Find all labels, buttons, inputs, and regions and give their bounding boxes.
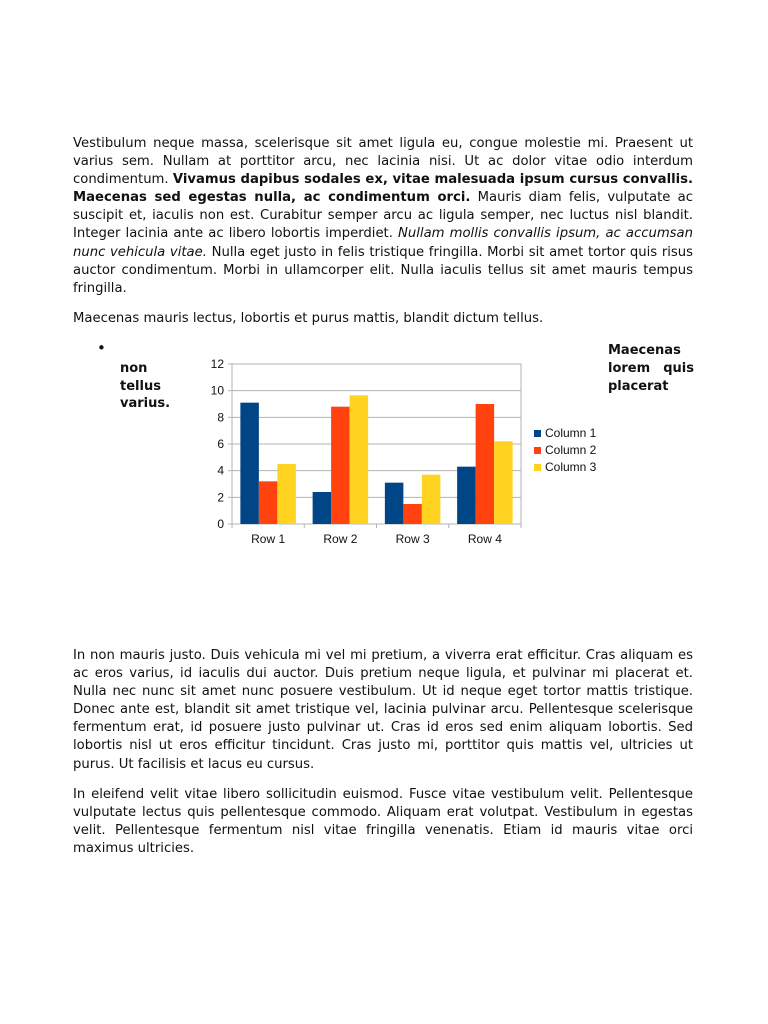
x-tick-label: Row 2 xyxy=(323,532,358,546)
legend-label: Column 3 xyxy=(545,460,597,474)
y-tick-label: 8 xyxy=(217,410,224,425)
legend-label: Column 2 xyxy=(545,443,597,457)
y-tick-label: 6 xyxy=(217,437,224,451)
p1-text-1: Vestibulum neque massa, scelerisque sit amet ligula eu, congue molestie mi. Praesent ut varius sem. Nullam at porttitor arcu, nec lacinia nisi. Ut ac dolor vitae odio interdum condimentum. xyxy=(73,136,693,188)
legend-swatch xyxy=(534,430,541,437)
bar-2-2 xyxy=(331,407,350,524)
right-caption: Maecenas lorem quis placerat xyxy=(608,343,694,394)
bar-1-4 xyxy=(457,467,476,524)
x-tick-label: Row 1 xyxy=(251,532,286,546)
left-caption: non tellus varius. xyxy=(120,361,171,411)
y-tick-label: 4 xyxy=(217,463,224,478)
bar-2-3 xyxy=(403,504,422,524)
body-paragraph-2: Maecenas mauris lectus, lobortis et purus mattis, blandit dictum tellus. xyxy=(73,311,544,326)
bar-2-1 xyxy=(259,481,278,524)
bullet-marker: • xyxy=(97,339,106,357)
bar-2-4 xyxy=(476,404,495,524)
body-paragraph-4: In eleifend velit vitae libero sollicitudin euismod. Fusce vitae vestibulum velit. Pellentesque vulputate lectus quis pellentesque commodo. Aliquam erat volutpat. Vestibulum in egestas velit. Pellentesque fermentum nisl vitae fringilla venenatis. Etiam id mauris vitae orci maximus ultricies. xyxy=(73,787,693,857)
y-tick-label: 0 xyxy=(217,517,224,531)
bar-3-3 xyxy=(422,475,441,524)
chart-bars xyxy=(240,395,512,524)
legend-label: Column 1 xyxy=(545,426,597,440)
bar-3-2 xyxy=(350,395,369,524)
bar-3-4 xyxy=(494,441,513,524)
x-tick-label: Row 3 xyxy=(395,532,430,546)
y-tick-label: 2 xyxy=(217,490,224,505)
x-tick-label: Row 4 xyxy=(467,532,502,546)
bar-1-3 xyxy=(385,483,404,524)
p1-text-3: Mauris diam felis, vulputate ac suscipit et, iaculis non est. Curabitur semper arcu ac ligula semper, nec luctus nisl blandit. Integer lacinia ante ac libero lobortis imperdiet. xyxy=(73,190,694,242)
bar-3-1 xyxy=(277,464,296,524)
bar-1-2 xyxy=(313,492,332,524)
chart-legend xyxy=(534,426,597,474)
y-tick-label: 12 xyxy=(210,357,224,371)
p1-italic-text: Nullam mollis convallis ipsum, ac accumsan nunc vehicula vitae. xyxy=(73,226,693,260)
legend-swatch xyxy=(534,464,541,471)
body-paragraph-1 xyxy=(73,135,693,298)
body-paragraph-3: In non mauris justo. Duis vehicula mi vel mi pretium, a viverra erat efficitur. Cras aliquam es ac eros varius, id iaculis dui auctor. Duis pretium neque ligula, et pulvinar mi placerat et. Nulla nec nunc sit amet nunc posuere vestibulum. Ut id neque eget tortor mattis tristique. Donec ante est, blandit sit amet tristique vel, lacinia pulvinar arcu. Pellentesque scelerisque fermentum erat, id posuere justo pulvinar ut. Cras id eros sed enim aliquam lobortis. Sed lobortis nisl ut eros efficitur tincidunt. Cras justo mi, porttitor quis mattis vel, ultricies ut purus. Ut facilisis et lacus eu cursus. xyxy=(73,648,693,772)
p1-text-5: Nulla eget justo in felis tristique fringilla. Morbi sit amet tortor quis risus auctor condimentum. Morbi in ullamcorper elit. Nulla iaculis tellus sit amet mauris tempus fringilla. xyxy=(73,244,694,296)
p1-bold-text: Vivamus dapibus sodales ex, vitae malesuada ipsum cursus convallis. Maecenas sed egestas nulla, ac condimentum orci. xyxy=(73,172,693,206)
bar-chart xyxy=(190,355,610,555)
bar-1-1 xyxy=(240,403,259,524)
y-tick-label: 10 xyxy=(210,383,224,398)
legend-swatch xyxy=(534,447,541,454)
